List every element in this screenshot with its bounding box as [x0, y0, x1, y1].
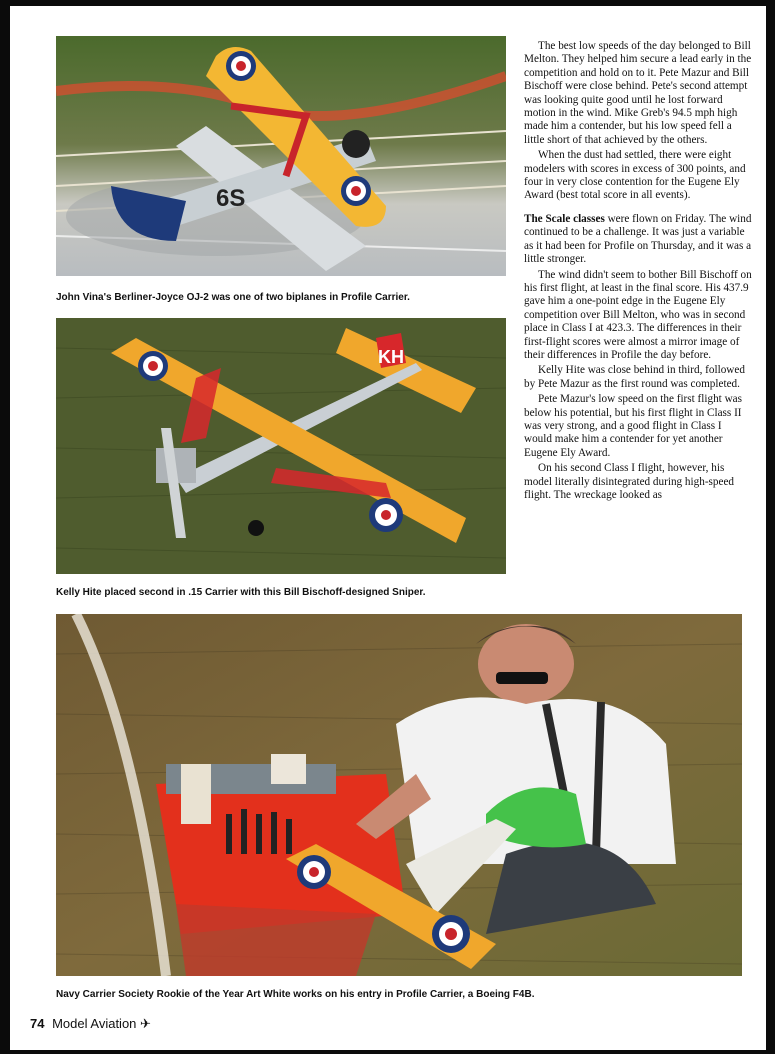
caption-photo-biplane: John Vina's Berliner-Joyce OJ-2 was one of two biplanes in Profile Carrier.	[56, 292, 410, 303]
runin-heading: The Scale classes	[524, 212, 605, 225]
article-paragraph: The wind didn't seem to bother Bill Bischoff on his first flight, at least in the final score. His 437.9 gave him a one-point edge in the Eugene Ely competition over Bill Melton, who was in second place in Class I at 423.3. The differences in their first-flight scores were almost a mirror image of their differences in Profile the day before.	[524, 268, 752, 361]
magazine-page	[10, 6, 766, 1050]
article-paragraph: On his second Class I flight, however, his model literally disintegrated during high-speed flight. The wreckage looked as	[524, 462, 735, 501]
photo-biplane	[56, 36, 506, 276]
caption-photo-sniper: Kelly Hite placed second in .15 Carrier with this Bill Bischoff-designed Sniper.	[56, 587, 426, 598]
modeler-photo-illustration	[56, 614, 742, 976]
photo-sniper	[56, 318, 506, 574]
biplane-photo-illustration	[56, 36, 506, 276]
airplane-icon: ✈	[140, 1016, 151, 1031]
article-paragraph: Kelly Hite was close behind in third, followed by Pete Mazur as the first round was completed.	[524, 364, 745, 390]
caption-photo-modeler: Navy Carrier Society Rookie of the Year Art White works on his entry in Profile Carrier, a Boeing F4B.	[56, 989, 535, 1000]
page-footer	[30, 1016, 151, 1032]
article-paragraph-scale	[524, 213, 752, 267]
sniper-tail-marking: KH	[378, 347, 404, 367]
magazine-title: Model Aviation	[52, 1016, 137, 1031]
runin-text: were flown on Friday. The wind continued to be a challenge. It was just a variable as it had been for Profile on Thursday, and it was a little stronger.	[524, 212, 752, 266]
page-number: 74	[30, 1016, 45, 1031]
article-column	[524, 40, 752, 504]
article-paragraph: The best low speeds of the day belonged to Bill Melton. They helped him secure a lead early in the competition and hold on to it. Pete Mazur and Bill Bischoff were close behind. Pete's second attempt was looking quite good until he lost forward motion in the wind. Mike Greb's 94.5 mph high made him a contender, but his low speed fell a little short of that achieved by the others.	[524, 40, 752, 146]
sniper-photo-illustration	[56, 318, 506, 574]
biplane-fuselage-marking: 6S	[216, 185, 246, 212]
article-paragraph: When the dust had settled, there were eight modelers with scores in excess of 300 points, and four in very close contention for the Eugene Ely Award (best total score in all events).	[524, 149, 746, 202]
photo-modeler	[56, 614, 742, 976]
article-paragraph: Pete Mazur's low speed on the first flight was below his potential, but his first flight in Class II was very strong, and a good flight in Class I would make him a contender for yet another Eugene Ely Award.	[524, 393, 742, 459]
